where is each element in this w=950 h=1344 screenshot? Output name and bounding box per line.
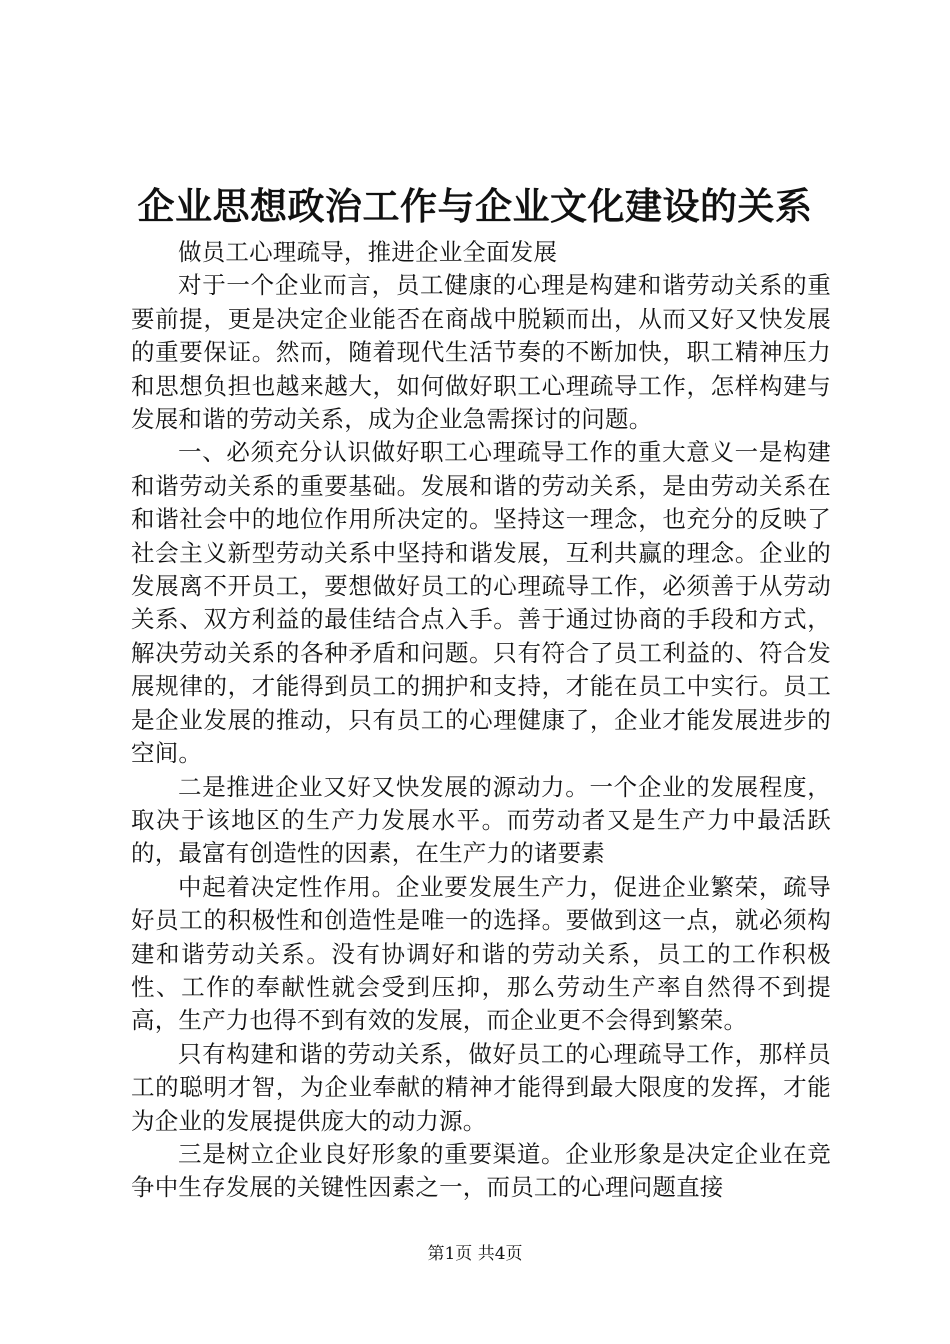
- paragraph-point-two-continued: 中起着决定性作用。企业要发展生产力，促进企业繁荣，疏导好员工的积极性和创造性是唯一的选择。要做到这一点，就必须构建和谐劳动关系。没有协调好和谐的劳动关系，员工的工作积极性、工作的奉献性就会受到压抑，那么劳动生产率自然得不到提高，生产力也得不到有效的发展，而企业更不会得到繁荣。: [131, 872, 831, 1035]
- paragraph-section-one: 一、必须充分认识做好职工心理疏导工作的重大意义一是构建和谐劳动关系的重要基础。发展和谐的劳动关系，是由劳动关系在和谐社会中的地位作用所决定的。坚持这一理念，也充分的反映了社会主义新型劳动关系中坚持和谐发展，互利共赢的理念。企业的发展离不开员工，要想做好员工的心理疏导工作，必须善于从劳动关系、双方利益的最佳结合点入手。善于通过协商的手段和方式，解决劳动关系的各种矛盾和问题。只有符合了员工利益的、符合发展规律的，才能得到员工的拥护和支持，才能在员工中实行。员工是企业发展的推动，只有员工的心理健康了，企业才能发展进步的空间。: [131, 438, 831, 768]
- paragraph-point-two: 二是推进企业又好又快发展的源动力。一个企业的发展程度，取决于该地区的生产力发展水平。而劳动者又是生产力中最活跃的，最富有创造性的因素，在生产力的诸要素: [131, 772, 831, 868]
- paragraph-subtitle: 做员工心理疏导，推进企业全面发展: [178, 238, 558, 266]
- page-footer: 第1页 共4页: [427, 1244, 523, 1264]
- paragraph-point-three: 三是树立企业良好形象的重要渠道。企业形象是决定企业在竞争中生存发展的关键性因素之一，而员工的心理问题直接: [131, 1139, 831, 1202]
- document-title: 企业思想政治工作与企业文化建设的关系: [137, 184, 813, 228]
- paragraph-intro: 对于一个企业而言，员工健康的心理是构建和谐劳动关系的重要前提，更是决定企业能否在商战中脱颖而出，从而又好又快发展的重要保证。然而，随着现代生活节奏的不断加快，职工精神压力和思想负担也越来越大，如何做好职工心理疏导工作，怎样构建与发展和谐的劳动关系，成为企业急需探讨的问题。: [131, 271, 831, 434]
- paragraph-harmony: 只有构建和谐的劳动关系，做好员工的心理疏导工作，那样员工的聪明才智，为企业奉献的精神才能得到最大限度的发挥，才能为企业的发展提供庞大的动力源。: [131, 1039, 831, 1135]
- document-body: [131, 236, 831, 1205]
